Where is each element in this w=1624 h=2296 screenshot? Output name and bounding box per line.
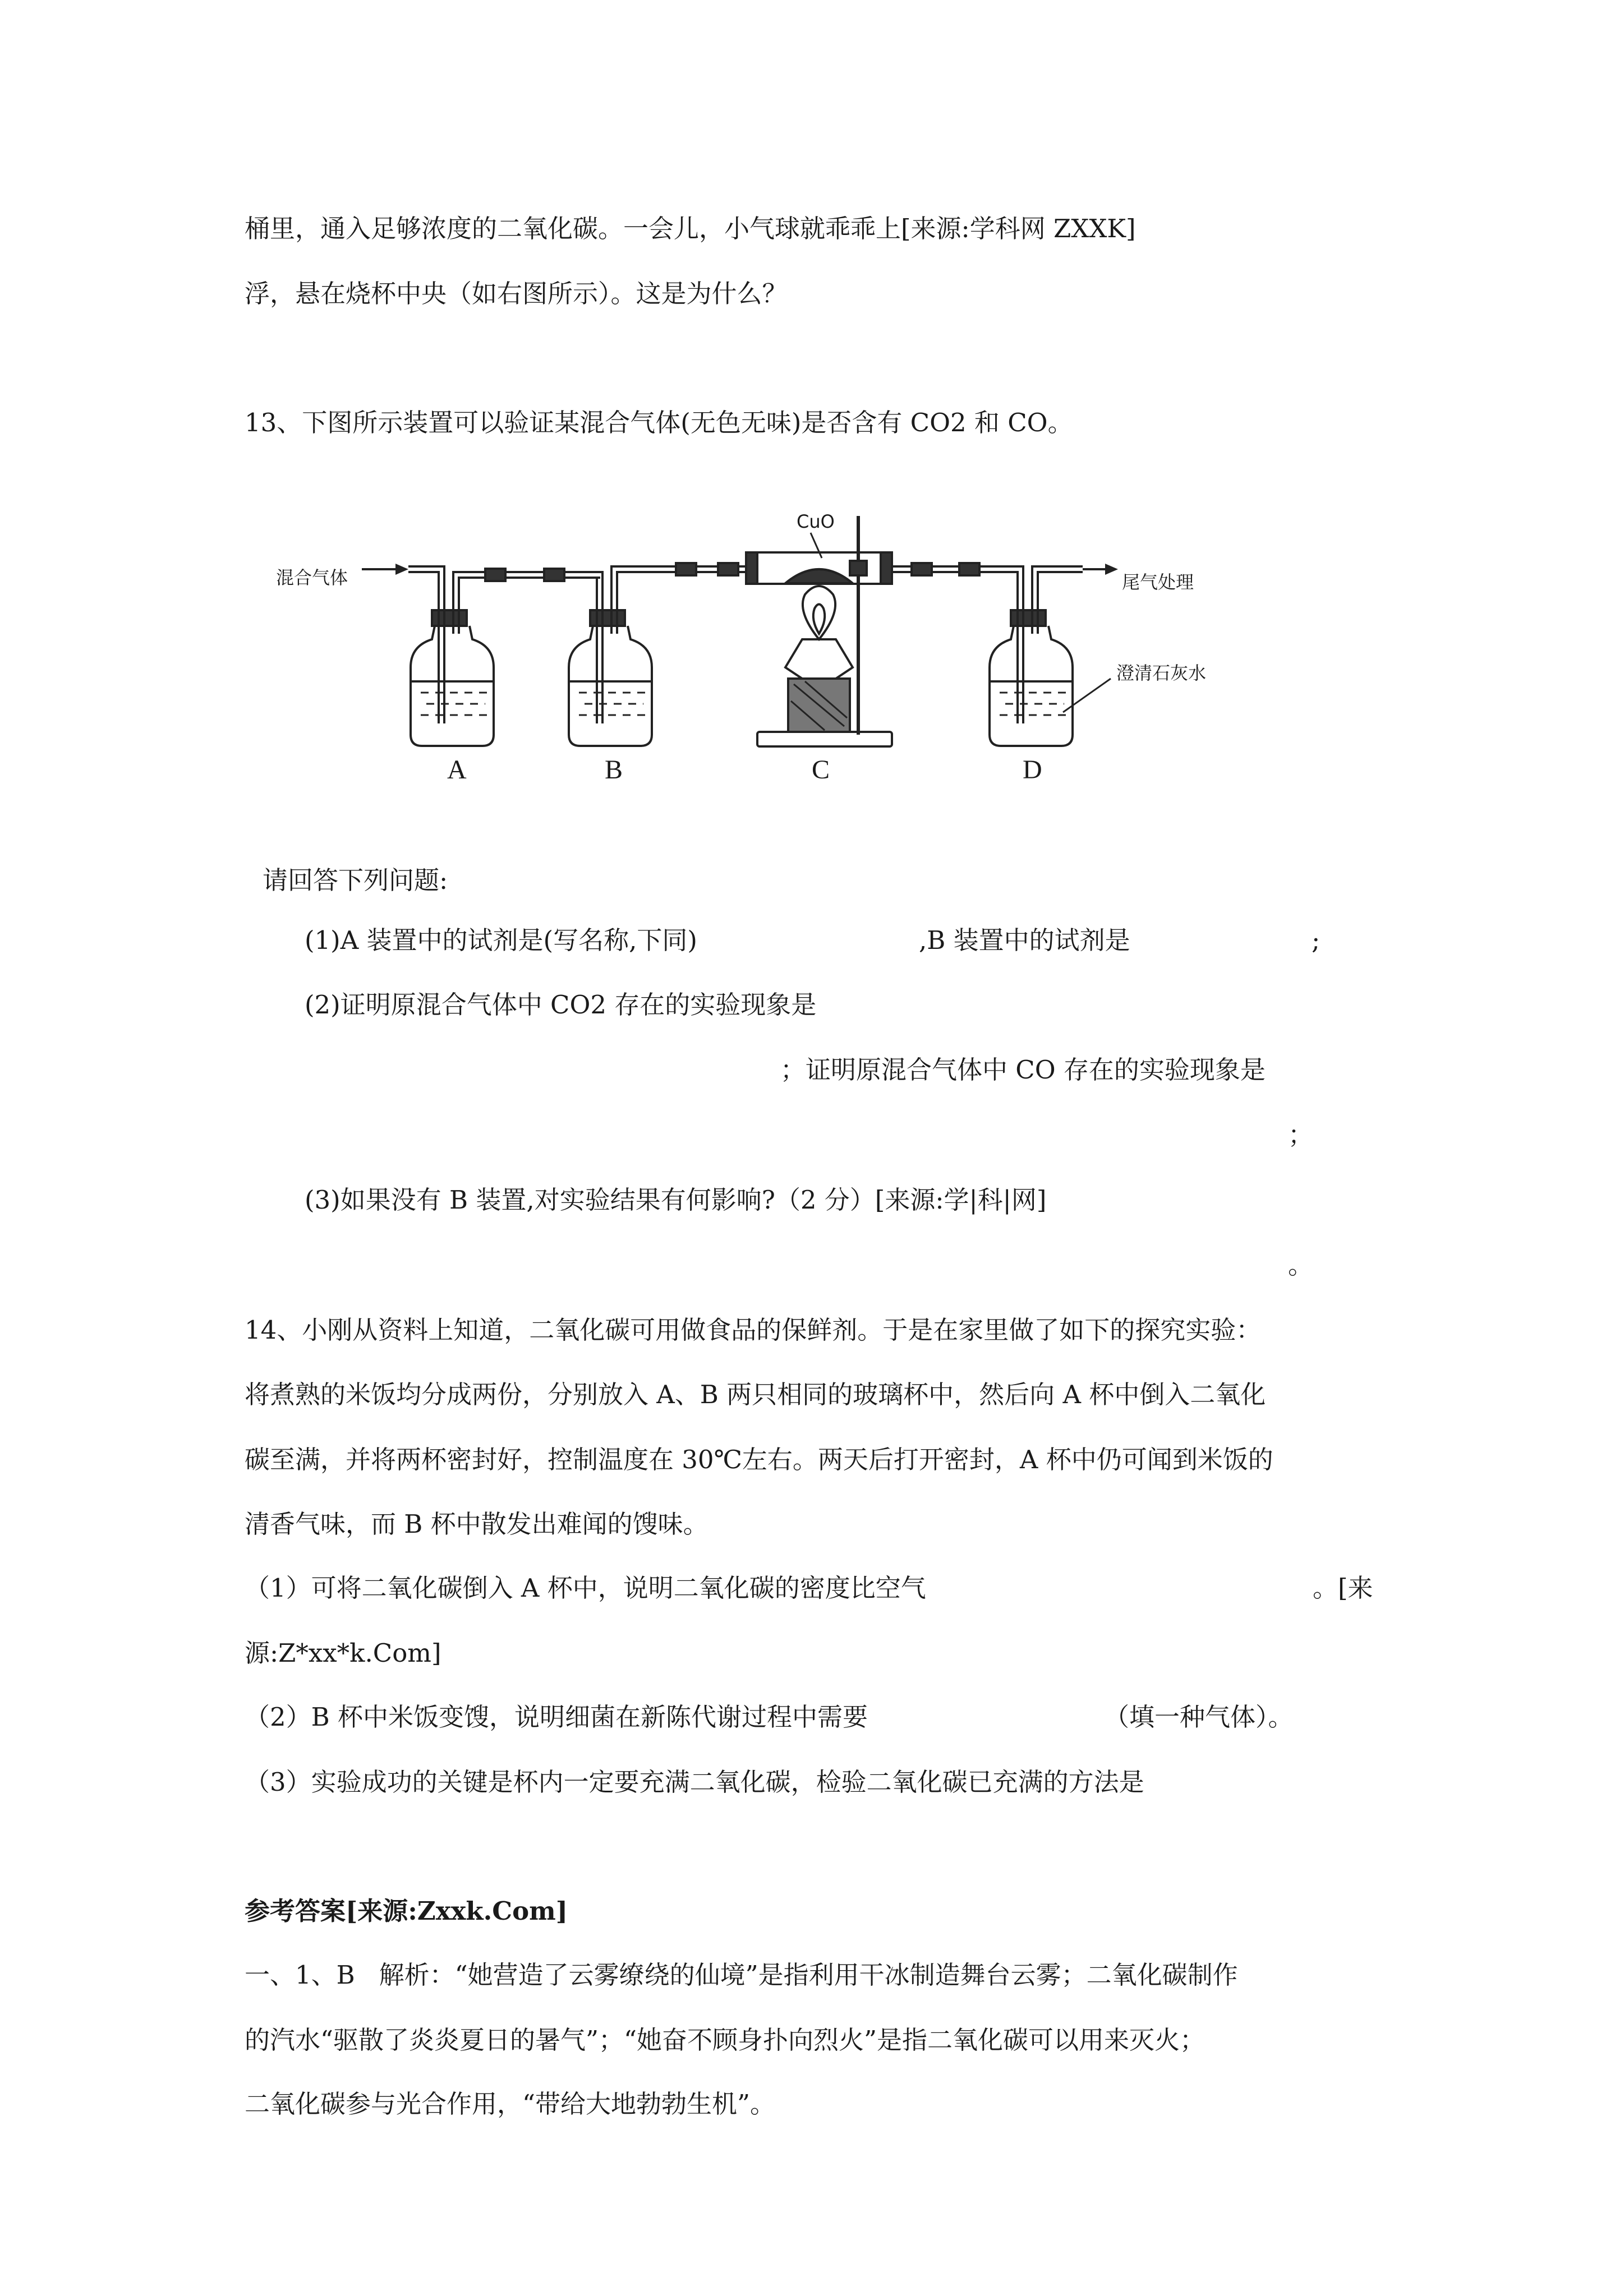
label-b: B xyxy=(605,755,623,785)
label-c: C xyxy=(812,755,830,785)
q13-part3-end: 。 xyxy=(1288,1250,1314,1280)
label-limewater: 澄清石灰水 xyxy=(1116,662,1207,684)
q14-line-1: 14、小刚从资料上知道，二氧化碳可用做食品的保鲜剂。于是在家里做了如下的探究实验： xyxy=(245,1315,1262,1345)
label-cuo: CuO xyxy=(797,511,835,532)
answer-line-2: 的汽水“驱散了炎炎夏日的暑气”；“她奋不顾身扑向烈火”是指二氧化碳可以用来灭火； xyxy=(245,2025,1206,2055)
connector-bc xyxy=(656,563,746,575)
q14-line-4: 清香气味，而 B 杯中散发出难闻的馊味。 xyxy=(245,1509,709,1539)
bottle-b xyxy=(569,566,656,746)
label-exhaust: 尾气处理 xyxy=(1122,571,1194,593)
apparatus-c xyxy=(746,516,892,746)
cuo-powder xyxy=(785,569,853,583)
q14-sub2a: （2）B 杯中米饭变馊，说明细菌在新陈代谢过程中需要 xyxy=(245,1702,868,1732)
connector-ab xyxy=(471,569,600,581)
q13-part1b: ,B 装置中的试剂是 xyxy=(919,925,1130,955)
label-mixed-gas: 混合气体 xyxy=(276,567,348,588)
q13-part2c: ； xyxy=(1288,1120,1314,1150)
apparatus-figure xyxy=(264,499,1229,802)
q14-line-2: 将煮熟的米饭均分成两份，分别放入 A、B 两只相同的玻璃杯中，然后向 A 杯中倒入二氧化 xyxy=(245,1380,1266,1409)
answer-line-3: 二氧化碳参与光合作用，“带给大地勃勃生机”。 xyxy=(245,2089,776,2119)
q13-part2a: (2)证明原混合气体中 CO2 存在的实验现象是 xyxy=(305,990,817,1020)
q13-part2b: ；证明原混合气体中 CO 存在的实验现象是 xyxy=(780,1055,1266,1085)
inlet-arrowhead xyxy=(395,564,408,575)
bottle-a xyxy=(408,566,494,746)
connector-cd xyxy=(892,563,1015,575)
q14-sub1a: （1）可将二氧化碳倒入 A 杯中，说明二氧化碳的密度比空气 xyxy=(245,1573,926,1603)
q14-sub1c: 源:Z*xx*k.Com] xyxy=(245,1638,441,1668)
q14-sub3: （3）实验成功的关键是杯内一定要充满二氧化碳，检验二氧化碳已充满的方法是 xyxy=(245,1767,1144,1797)
q13-part1c: ; xyxy=(1312,925,1321,955)
q14-sub1b: 。[来 xyxy=(1313,1573,1373,1603)
q13-title: 13、下图所示装置可以验证某混合气体(无色无味)是否含有 CO2 和 CO。 xyxy=(245,408,1073,437)
q13-part3: (3)如果没有 B 装置,对实验结果有何影响?（2 分）[来源:学|科|网] xyxy=(305,1185,1047,1215)
label-d: D xyxy=(1023,755,1042,785)
q12-line-1: 桶里，通入足够浓度的二氧化碳。一会儿，小气球就乖乖上[来源:学科网 ZXXK] xyxy=(245,214,1136,243)
answer-line-1: 一、1、B 解析：“她营造了云雾缭绕的仙境”是指利用干冰制造舞台云雾；二氧化碳制作 xyxy=(245,1960,1238,1990)
answers-heading: 参考答案[来源:Zxxk.Com] xyxy=(245,1896,568,1926)
bottle-d xyxy=(990,566,1111,746)
q13-part1a: (1)A 装置中的试剂是(写名称,下同) xyxy=(305,925,697,955)
q14-sub2b: （填一种气体）。 xyxy=(1104,1702,1294,1732)
label-a: A xyxy=(447,755,467,785)
outlet-arrowhead xyxy=(1105,564,1118,575)
q12-line-2: 浮，悬在烧杯中央（如右图所示）。这是为什么？ xyxy=(245,279,788,308)
q13-prompt: 请回答下列问题: xyxy=(263,865,448,895)
q14-line-3: 碳至满，并将两杯密封好，控制温度在 30℃左右。两天后打开密封，A 杯中仍可闻到米饭的 xyxy=(245,1445,1273,1474)
